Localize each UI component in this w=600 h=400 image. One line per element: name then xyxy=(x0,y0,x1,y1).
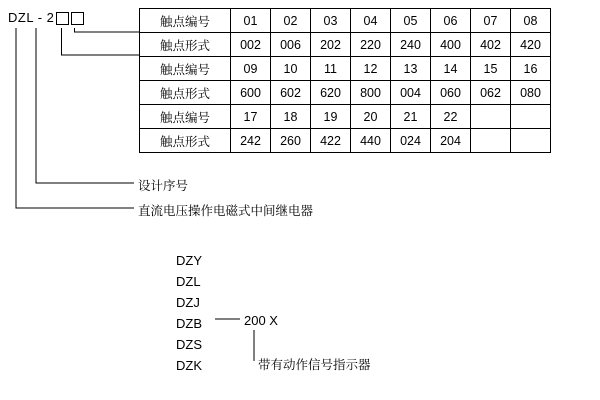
table-row xyxy=(140,57,551,81)
table-cell: 242 xyxy=(231,129,271,153)
table-cell: 05 xyxy=(391,9,431,33)
indicator-note: 带有动作信号指示器 xyxy=(258,358,371,372)
table-cell: 13 xyxy=(391,57,431,81)
list-item: DZB xyxy=(176,316,202,331)
table-cell: 202 xyxy=(311,33,351,57)
contact-spec-table xyxy=(139,8,551,153)
table-cell: 20 xyxy=(351,105,391,129)
table-cell: 12 xyxy=(351,57,391,81)
label-design-serial-number: 设计序号 xyxy=(138,179,189,193)
table-cell: 204 xyxy=(431,129,471,153)
table-row xyxy=(140,81,551,105)
table-cell: 17 xyxy=(231,105,271,129)
table-cell: 402 xyxy=(471,33,511,57)
list-item: DZY xyxy=(176,253,202,268)
table-row xyxy=(140,105,551,129)
table-cell: 08 xyxy=(511,9,551,33)
table-cell: 02 xyxy=(271,9,311,33)
table-cell: 15 xyxy=(471,57,511,81)
table-cell: 19 xyxy=(311,105,351,129)
table-cell: 440 xyxy=(351,129,391,153)
table-cell: 620 xyxy=(311,81,351,105)
model-code-box-2 xyxy=(71,12,84,25)
table-cell: 060 xyxy=(431,81,471,105)
table-cell: 400 xyxy=(431,33,471,57)
table-cell: 024 xyxy=(391,129,431,153)
table-cell xyxy=(471,129,511,153)
table-row xyxy=(140,33,551,57)
model-code-box-1 xyxy=(56,12,69,25)
table-cell: 422 xyxy=(311,129,351,153)
table-cell: 07 xyxy=(471,9,511,33)
table-cell: 006 xyxy=(271,33,311,57)
table-cell: 21 xyxy=(391,105,431,129)
table-cell xyxy=(511,129,551,153)
model-code-prefix: DZL - 2 xyxy=(8,10,55,25)
table-cell: 260 xyxy=(271,129,311,153)
table-cell: 002 xyxy=(231,33,271,57)
list-item: DZS xyxy=(176,337,202,352)
row-header: 触点形式 xyxy=(140,33,231,57)
table-cell: 004 xyxy=(391,81,431,105)
table-cell: 03 xyxy=(311,9,351,33)
table-cell: 22 xyxy=(431,105,471,129)
series-list xyxy=(176,250,202,376)
table-cell: 14 xyxy=(431,57,471,81)
table-cell: 602 xyxy=(271,81,311,105)
row-header: 触点形式 xyxy=(140,129,231,153)
table-cell: 800 xyxy=(351,81,391,105)
row-header: 触点编号 xyxy=(140,57,231,81)
list-item: DZK xyxy=(176,358,202,373)
table-row xyxy=(140,129,551,153)
label-relay-description: 直流电压操作电磁式中间继电器 xyxy=(138,204,314,218)
table-cell xyxy=(471,105,511,129)
table-cell: 01 xyxy=(231,9,271,33)
table-cell: 18 xyxy=(271,105,311,129)
table-cell: 04 xyxy=(351,9,391,33)
table-cell: 09 xyxy=(231,57,271,81)
table-cell: 240 xyxy=(391,33,431,57)
model-code xyxy=(8,10,84,25)
row-header: 触点编号 xyxy=(140,9,231,33)
list-item: DZJ xyxy=(176,295,200,310)
table-cell: 420 xyxy=(511,33,551,57)
table-cell xyxy=(511,105,551,129)
series-code-200: 200 X xyxy=(244,313,278,328)
row-header: 触点编号 xyxy=(140,105,231,129)
list-item: DZL xyxy=(176,274,201,289)
table-cell: 220 xyxy=(351,33,391,57)
table-cell: 062 xyxy=(471,81,511,105)
row-header: 触点形式 xyxy=(140,81,231,105)
table-cell: 16 xyxy=(511,57,551,81)
table-cell: 06 xyxy=(431,9,471,33)
table-cell: 600 xyxy=(231,81,271,105)
table-cell: 10 xyxy=(271,57,311,81)
table-cell: 11 xyxy=(311,57,351,81)
table-row xyxy=(140,9,551,33)
table-cell: 080 xyxy=(511,81,551,105)
